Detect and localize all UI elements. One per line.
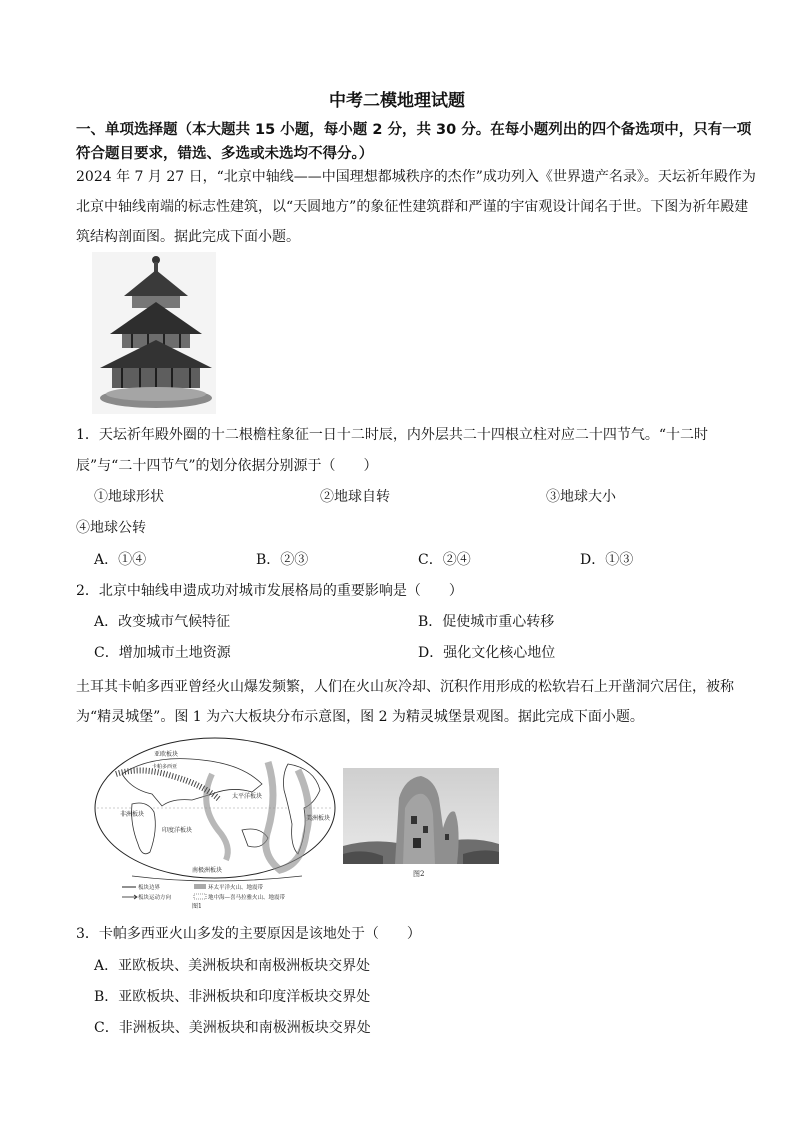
legend-ring-of-fire: 环太平洋火山、地震带	[208, 885, 264, 891]
q1-option-d[interactable]: D．①③	[580, 552, 634, 568]
temple-illustration	[92, 252, 216, 414]
q1-stem-line2: 辰”与“二十四节气”的划分依据分别源于（ ）	[76, 458, 378, 474]
map-label-indian: 印度洋板块	[162, 827, 193, 834]
q1-item-4: ④地球公转	[76, 520, 146, 536]
fairy-chimney-photo	[343, 768, 499, 878]
map-label-african: 非洲板块	[120, 811, 145, 818]
q1-item-1: ①地球形状	[94, 489, 164, 505]
q1-option-b[interactable]: B．②③	[256, 552, 309, 568]
q1-item-3: ③地球大小	[546, 489, 616, 505]
legend-plate-motion: 板块运动方向	[138, 895, 172, 901]
q2-option-d[interactable]: D．强化文化核心地位	[418, 645, 556, 661]
q3-option-c[interactable]: C．非洲板块、美洲板块和南极洲板块交界处	[94, 1020, 371, 1036]
section-heading: 一、单项选择题（本大题共 15 小题，每小题 2 分，共 30 分。在每小题列出的四个备选项中，只有一项符合题目要求，错选、多选或未选均不得分。）	[76, 122, 752, 162]
plate-map	[92, 734, 338, 910]
q2-option-c[interactable]: C．增加城市土地资源	[94, 645, 231, 661]
figure-1-caption: 图1	[192, 903, 202, 910]
temple-cross-section-figure	[92, 252, 216, 414]
q1-option-a[interactable]: A．①④	[94, 552, 147, 568]
q1-option-c[interactable]: C．②④	[418, 552, 471, 568]
figure-2-caption: 图2	[413, 870, 425, 878]
q2-option-a[interactable]: A．改变城市气候特征	[94, 614, 231, 630]
q3-option-b[interactable]: B．亚欧板块、非洲板块和印度洋板块交界处	[94, 989, 371, 1005]
fairy-chimney-photo-figure	[343, 768, 499, 878]
q3-stem: 3．卡帕多西亚火山多发的主要原因是该地处于（ ）	[76, 926, 421, 942]
q1-stem-line1: 1．天坛祈年殿外圈的十二根檐柱象征一日十二时辰，内外层共二十四根立柱对应二十四节气。“十二时	[76, 427, 709, 443]
map-label-pacific: 太平洋板块	[232, 793, 263, 800]
plate-map-figure	[92, 734, 338, 910]
legend-plate-boundary: 板块边界	[138, 885, 161, 891]
map-label-antarctic: 南极洲板块	[192, 867, 223, 874]
q3-option-a[interactable]: A．亚欧板块、美洲板块和南极洲板块交界处	[94, 958, 371, 974]
intro-paragraph-2: 土耳其卡帕多西亚曾经火山爆发频繁，人们在火山灰冷却、沉积作用形成的松软岩石上开凿洞穴居住，被称为“精灵城堡”。图 1 为六大板块分布示意图，图 2 为精灵城堡景观图。据此完成下面小题。	[76, 679, 734, 725]
legend-med-himalaya: 地中海—喜马拉雅火山、地震带	[208, 895, 286, 901]
intro-paragraph-1: 2024 年 7 月 27 日，“北京中轴线——中国理想都城秩序的杰作”成功列入《世界遗产名录》。天坛祈年殿作为北京中轴线南端的标志性建筑，以“天圆地方”的象征性建筑群和严谨的宇宙观设计闻名于世。下图为祈年殿建筑结构剖面图。据此完成下面小题。	[76, 169, 756, 245]
page-title: 中考二模地理试题	[329, 91, 465, 111]
q2-option-b[interactable]: B．促使城市重心转移	[418, 614, 555, 630]
map-label-american: 美洲板块	[306, 815, 331, 822]
q2-stem: 2．北京中轴线申遗成功对城市发展格局的重要影响是（ ）	[76, 583, 463, 599]
map-label-cappadocia: 卡帕多西亚	[152, 764, 178, 770]
map-label-eurasian: 亚欧板块	[154, 751, 179, 758]
q1-item-2: ②地球自转	[320, 489, 390, 505]
